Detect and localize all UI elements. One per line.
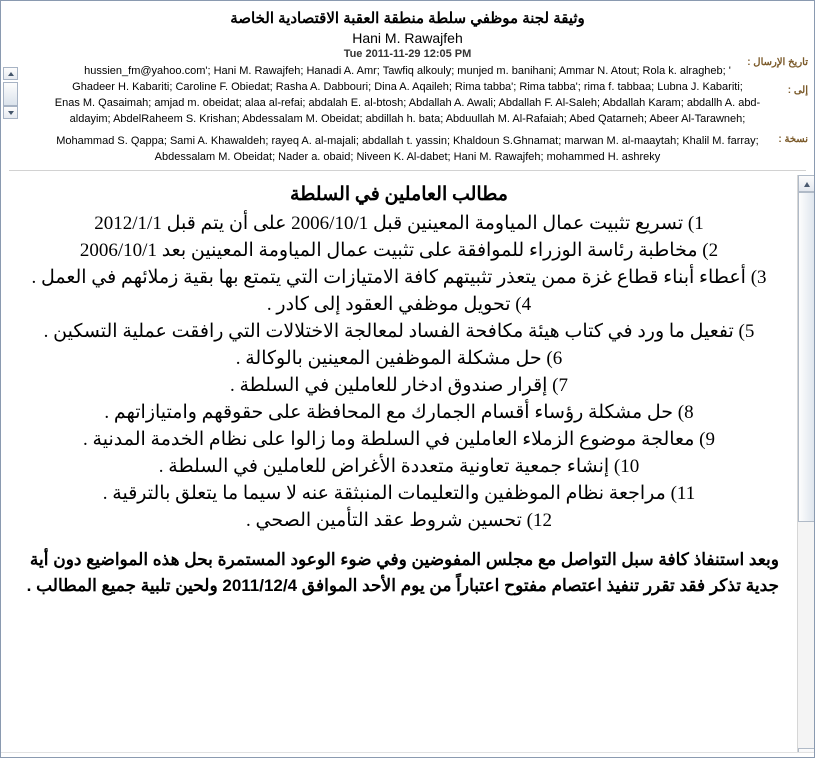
body-scrollbar[interactable] xyxy=(797,175,814,758)
message-subject: وثيقة لجنة موظفي سلطة منطقة العقبة الاقتصادية الخاصة xyxy=(230,10,585,27)
header-scroll-thumb[interactable] xyxy=(3,82,18,106)
cc-recipients xyxy=(9,128,806,166)
document-title: مطالب العاملين في السلطة xyxy=(290,183,508,205)
recipient-line: Enas M. Qasaimah; amjad m. obeidat; alaa al-refai; abdalah E. al-btosh; Abdallah A. Awali; Abdallah F. Al-Saleh; Abdallah Karam; abdallh A. abd- xyxy=(54,96,761,109)
recipient-line: Abdessalam M. Obeidat; Nader a. obaid; Niveen K. Al-dabet; Hani M. Rawajfeh; mohammed H. ashreky xyxy=(154,150,661,163)
demand-item: 7) إقرار صندوق ادخار للعاملين في السلطة . xyxy=(229,375,569,397)
demand-item: 2) مخاطبة رئاسة الوزراء للموافقة على تثبيت عمال المياومة المعينين بعد 2006/10/1 xyxy=(79,239,719,261)
window-bottom-edge xyxy=(1,752,814,757)
scroll-up-icon[interactable] xyxy=(798,175,815,192)
demand-item: 5) تفعيل ما ورد في كتاب هيئة مكافحة الفساد لمعالجة الاختلالات التي رافقت عملية التسكين . xyxy=(43,320,755,342)
demand-item: 3) أعطاء أبناء قطاع غزة ممن يتعذر تثبيتهم كافة الامتيازات التي يتمتع بها بقية زملائهم في العمل . xyxy=(31,266,767,288)
demand-item: 6) حل مشكلة الموظفين المعينين بالوكالة . xyxy=(235,348,563,370)
recipient-line: aldayim; AbdelRaheem S. Krishan; Abdessalam M. Obeidat; abdillah h. bata; Abduullah M. Al-Rafaiah; Abed Qatarneh; Abeer Al-Tarawneh; xyxy=(69,112,746,125)
closing-paragraph: وبعد استنفاذ كافة سبل التواصل مع مجلس المفوضين وفي ضوء الوعود المستمرة بحل هذه المواضيع دون أية جدية تذكر فقد تقرر تنفيذ اعتصام مفتوح اعتباراً من يوم الأحد الموافق 2011/12/4 ولحين تلبية جميع المطالب . xyxy=(26,549,779,595)
to-field-label: إلى : xyxy=(787,85,808,96)
cc-field-label: نسخة : xyxy=(778,134,808,145)
demand-item: 10) إنشاء جمعية تعاونية متعددة الأغراض للعاملين في السلطة . xyxy=(158,456,640,478)
date-field-label: تاريخ الإرسال : xyxy=(747,57,808,68)
recipient-line: Ghadeer H. Kabariti; Caroline F. Obiedat; Rasha A. Dabbouri; Dina A. Aqaileh; Rima tabba'; Rima tabba'; rima f. tabbaa; Lubna J. Kabariti; xyxy=(72,80,743,93)
demand-item: 11) مراجعة نظام الموظفين والتعليمات المنبثقة عنه لا سيما ما يتعلق بالترقية . xyxy=(102,483,696,505)
message-body-area xyxy=(1,175,814,758)
header-divider xyxy=(9,170,806,171)
message-sender: Hani M. Rawajfeh xyxy=(352,30,463,46)
message-body xyxy=(1,175,797,758)
scrollbar-track[interactable] xyxy=(798,192,815,748)
demand-item: 4) تحويل موظفي العقود إلى كادر . xyxy=(266,293,532,315)
header-scroll-control[interactable] xyxy=(3,67,18,125)
demand-item: 1) تسريع تثبيت عمال المياومة المعينين قبل 2006/10/1 على أن يتم قبل 2012/1/1 xyxy=(94,212,704,234)
message-date: Tue 2011-11-29 12:05 PM xyxy=(343,48,472,60)
message-header xyxy=(1,1,814,175)
header-scroll-up-icon[interactable] xyxy=(3,67,18,80)
demand-item: 8) حل مشكلة رؤساء أقسام الجمارك مع المحافظة على حقوقهم وامتيازاتهم . xyxy=(104,402,694,424)
scrollbar-thumb[interactable] xyxy=(798,192,815,522)
header-scroll-down-icon[interactable] xyxy=(3,106,18,119)
recipient-line: hussien_fm@yahoo.com'; Hani M. Rawajfeh; Hanadi A. Amr; Tawfiq alkouly; munjed m. banihani; Ammar N. Atout; Rola k. alragheb; ' xyxy=(84,65,731,77)
demand-item: 9) معالجة موضوع الزملاء العاملين في السلطة وما زالوا على نظام الخدمة المدنية . xyxy=(83,429,715,451)
demand-item: 12) تحسين شروط عقد التأمين الصحي . xyxy=(246,510,552,532)
to-recipients xyxy=(9,64,806,128)
recipient-line: Mohammad S. Qappa; Sami A. Khawaldeh; rayeq A. al-majali; abdallah t. yassin; Khaldoun S.Ghnamat; marwan M. al-maaytah; Khalil M. farray; xyxy=(56,134,759,147)
